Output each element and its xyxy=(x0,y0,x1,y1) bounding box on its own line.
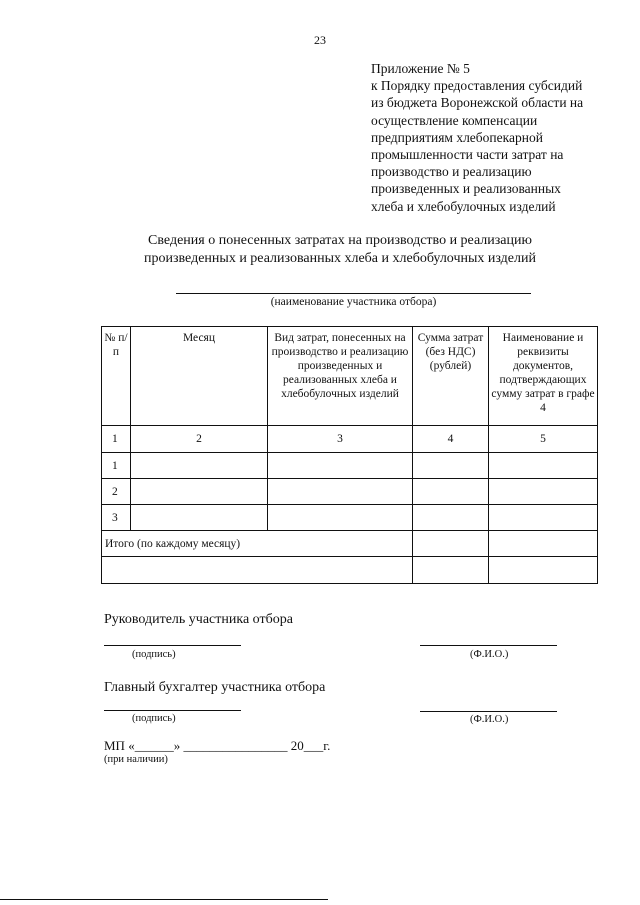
head-signature-line[interactable] xyxy=(104,645,241,646)
appendix-line: к Порядку предоставления субсидий xyxy=(371,78,583,94)
participant-name-line xyxy=(176,293,531,294)
appendix-line: из бюджета Воронежской области на xyxy=(371,95,584,111)
appendix-block xyxy=(371,60,633,215)
appendix-line: осуществление компенсации xyxy=(371,112,538,128)
column-number: 5 xyxy=(489,426,598,453)
documents-cell[interactable] xyxy=(489,453,598,479)
month-cell[interactable] xyxy=(131,453,268,479)
table-row xyxy=(102,479,598,505)
cost-type-cell[interactable] xyxy=(268,505,413,531)
header-amount: Сумма затрат (без НДС) (рублей) xyxy=(413,327,489,426)
amount-cell[interactable] xyxy=(413,479,489,505)
table-row xyxy=(102,453,598,479)
month-cell[interactable] xyxy=(131,479,268,505)
header-documents: Наименование и реквизиты документов, подтверждающих сумму затрат в графе 4 xyxy=(489,327,598,426)
month-cell[interactable] xyxy=(131,505,268,531)
accountant-name-line[interactable] xyxy=(420,711,557,712)
appendix-line: предприятиям хлебопекарной xyxy=(371,129,543,145)
accountant-signature-caption: (подпись) xyxy=(132,713,176,724)
appendix-line: промышленности части затрат на xyxy=(371,147,564,163)
documents-cell[interactable] xyxy=(489,505,598,531)
column-number: 1 xyxy=(102,426,131,453)
appendix-line: производство и реализацию xyxy=(371,164,532,180)
appendix-line: произведенных и реализованных xyxy=(371,181,561,197)
title-line-2: произведенных и реализованных хлеба и хлебобулочных изделий xyxy=(144,251,536,266)
row-number: 2 xyxy=(102,479,131,505)
row-number: 1 xyxy=(102,453,131,479)
header-month: Месяц xyxy=(131,327,268,426)
row-number: 3 xyxy=(102,505,131,531)
footer-rule xyxy=(0,899,328,900)
header-cost-type: Вид затрат, понесенных на производство и реализацию произведенных и реализованных хлеба и хлебобулочных изделий xyxy=(268,327,413,426)
appendix-line: Приложение № 5 xyxy=(371,61,470,76)
costs-table xyxy=(101,326,598,584)
column-numbers-row xyxy=(102,426,598,453)
head-signature-caption: (подпись) xyxy=(132,649,176,660)
total-row xyxy=(102,531,598,557)
appendix-line: хлеба и хлебобулочных изделий xyxy=(371,198,556,214)
blank-cell[interactable] xyxy=(102,557,413,584)
total-amount-cell[interactable] xyxy=(413,531,489,557)
total-label: Итого (по каждому месяцу) xyxy=(102,531,413,557)
blank-cell[interactable] xyxy=(413,557,489,584)
documents-cell[interactable] xyxy=(489,479,598,505)
document-title xyxy=(90,232,590,268)
column-number: 2 xyxy=(131,426,268,453)
cost-type-cell[interactable] xyxy=(268,453,413,479)
stamp-date-line: МП «______» ________________ 20___г. xyxy=(104,738,331,753)
table-row xyxy=(102,505,598,531)
cost-type-cell[interactable] xyxy=(268,479,413,505)
blank-cell[interactable] xyxy=(489,557,598,584)
column-number: 3 xyxy=(268,426,413,453)
accountant-signature-title: Главный бухгалтер участника отбора xyxy=(104,680,326,695)
total-documents-cell[interactable] xyxy=(489,531,598,557)
participant-name-caption: (наименование участника отбора) xyxy=(270,296,437,308)
head-name-line[interactable] xyxy=(420,645,557,646)
head-signature-title: Руководитель участника отбора xyxy=(104,612,293,627)
column-number: 4 xyxy=(413,426,489,453)
head-name-caption: (Ф.И.О.) xyxy=(470,649,509,660)
header-number: № п/п xyxy=(102,327,131,426)
amount-cell[interactable] xyxy=(413,453,489,479)
header-row xyxy=(102,327,598,426)
title-line-1: Сведения о понесенных затратах на производство и реализацию xyxy=(148,233,532,248)
stamp-note: (при наличии) xyxy=(104,754,168,765)
page-number: 23 xyxy=(314,33,326,47)
blank-row xyxy=(102,557,598,584)
accountant-signature-line[interactable] xyxy=(104,710,241,711)
accountant-name-caption: (Ф.И.О.) xyxy=(470,714,509,725)
amount-cell[interactable] xyxy=(413,505,489,531)
